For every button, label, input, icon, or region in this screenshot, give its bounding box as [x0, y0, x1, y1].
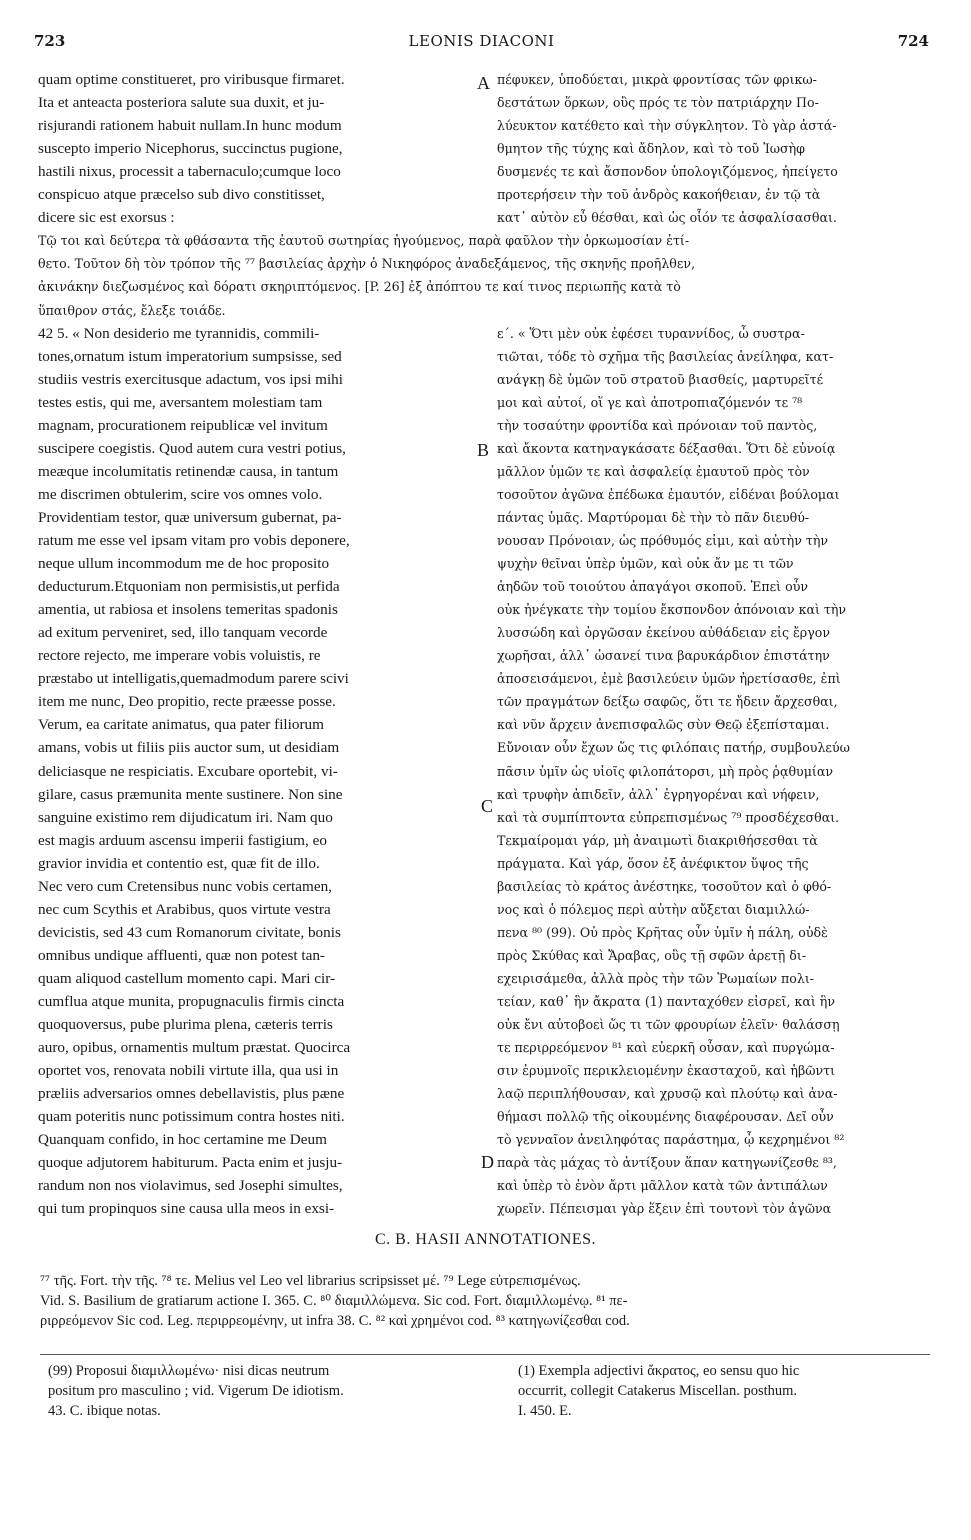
greek-line: οὐκ ἠνέγκατε τὴν τομίου ἔκσπονδον ἀπόνοιαν καὶ τὴν: [497, 602, 847, 618]
latin-line: neque ullum incommodum me de hoc proposito: [38, 555, 330, 573]
latin-line: conspicuo atque præcelso sub divo constitisset,: [38, 186, 325, 204]
greek-line: ψυχὴν θεῖναι ὑπὲρ ὑμῶν, καὶ οὐκ ἄν με τι τῶν: [497, 556, 794, 572]
annotation-line: Vid. S. Basilium de gratiarum actione I. 365. C. ⁸⁰ διαμιλλώμενα. Sic cod. Fort. διαμιλλωμένῳ. ⁸¹ πε-: [40, 1293, 628, 1309]
greek-line: ἀηδῶν τοῦ τοιούτου ἀπαγάγοι σκοποῦ. Ἐπεὶ οὖν: [497, 579, 809, 595]
greek-line: ἀποσεισάμενοι, ἐμὲ βασιλεύειν ὑμῶν ἠρετίσασθε, ἐπὶ: [497, 671, 841, 687]
latin-line: rectore rejecto, me imperare vobis voluistis, re: [38, 647, 321, 665]
footnote-right-line: (1) Exempla adjectivi ἄκρατος, eo sensu quo hic: [518, 1363, 800, 1379]
latin-line: omnibus undique affluenti, quæ non potest tan-: [38, 946, 325, 964]
annotation-line: ριρρεόμενον Sic cod. Leg. περιρρεομένην, ut infra 38. C. ⁸² καὶ χρημένοι cod. ⁸³ κατηγωνίζεσθαι cod.: [40, 1313, 630, 1329]
full-width-line: θετο. Τοῦτον δὴ τὸν τρόπον τῆς ⁷⁷ βασιλείας ἀρχὴν ὁ Νικηφόρος ἀναδεξάμενος, τῆς σκηνῆς προῆλθεν,: [38, 256, 696, 272]
latin-line: Providentiam testor, quæ universum gubernat, pa-: [38, 508, 342, 526]
latin-line: magnam, procurationem reipublicæ vel invitum: [38, 416, 328, 434]
greek-line: δεστάτων ὅρκων, οὓς πρός τε τὸν πατριάρχην Πο-: [497, 95, 819, 111]
margin-letter-c: C: [481, 796, 494, 816]
latin-line: testes estis, qui me, aversantem molestiam tam: [38, 393, 323, 411]
latin-line: Nec vero cum Cretensibus nunc vobis certamen,: [38, 877, 332, 895]
greek-line: νος καὶ ὁ πόλεμος περὶ αὐτὴν αὔξεται διαμιλλώ-: [497, 901, 810, 917]
latin-line: amans, vobis ut filiis piis auctor sum, ut desidiam: [38, 739, 340, 757]
greek-line: προτερήσειν τὴν τοῦ ἀνδρὸς κακοήθειαν, ἐν τῷ τὰ: [497, 187, 821, 203]
latin-line: quam poteritis nunc potissimum contra hostes niti.: [38, 1108, 345, 1126]
greek-line: μοι καὶ αὐτοί, οἵ γε καὶ ἀποτροπιαζόμενόν τε ⁷⁸: [497, 394, 803, 410]
latin-line: suscipere coegistis. Quod autem cura vestri potius,: [38, 439, 346, 457]
greek-line: μᾶλλον ὑμῶν τε καὶ ἀσφαλείᾳ ἐμαυτοῦ πρὸς τὸν: [497, 463, 810, 479]
latin-line: quam aliquod castellum momento capi. Mari cir-: [38, 969, 336, 987]
page-number-left: 723: [34, 32, 66, 50]
annotations-title: C. B. HASII ANNOTATIONES.: [375, 1231, 596, 1248]
latin-line: item me nunc, Deo propitio, recte præesse posse.: [38, 693, 336, 711]
latin-line: Quanquam confido, in hoc certamine me Deum: [38, 1131, 327, 1149]
latin-line: cumfluа atque munita, propugnaculis firmis cincta: [38, 993, 345, 1010]
latin-line: qui tum propinquos sine causa ulla meos in exsi-: [38, 1200, 335, 1218]
greek-line: πάντας ὑμᾶς. Μαρτύρομαι δὲ τὴν τὸ πᾶν διευθύ-: [497, 509, 810, 525]
greek-line: πράγματα. Καὶ γάρ, ὅσον ἐξ ἀνέφικτον ὕψος τῆς: [497, 855, 809, 871]
latin-line: deliciasque ne respiciatis. Excubare oportebit, vi-: [38, 762, 338, 780]
latin-line: Ita et anteacta posteriora salute sua duxit, et ju-: [38, 94, 325, 112]
latin-line: est magis arduum ascensu imperii fastigium, eo: [38, 831, 327, 849]
full-width-line: ἀκινάκην διεζωσμένος καὶ δόρατι σκηριπτόμενος. [P. 26] ἐξ ἀπόπτου τε καί τινος περιωπῆς κατὰ τὸ: [38, 279, 681, 295]
greek-line: εχειρισάμεθα, ἀλλὰ πρὸς τὴν τῶν Ῥωμαίων πολι-: [497, 970, 815, 986]
greek-line: ε΄. « Ὅτι μὲν οὐκ ἐφέσει τυραννίδος, ὦ συστρα-: [497, 325, 805, 341]
greek-line: θμητον τῆς τύχης καὶ ἄδηλον, καὶ τὸ τοῦ Ἰωσὴφ: [497, 141, 805, 157]
greek-line: παρὰ τὰς μάχας τὸ ἀντίξουν ἅπαν κατηγωνίζεσθε ⁸³,: [497, 1155, 837, 1171]
greek-line: βασιλείας τὸ κράτος ἀνέστηκε, τοσοῦτον καὶ ὁ φθό-: [497, 878, 832, 894]
greek-line: χωρῆσαι, ἀλλ᾽ ὡσανεί τινα βαρυκάρδιον ἐπιστάτην: [497, 648, 830, 664]
latin-line: quoquoversus, pube plurima plena, cæteris terris: [38, 1016, 333, 1034]
footnote-right-line: I. 450. E.: [518, 1403, 572, 1419]
annotation-line: ⁷⁷ τῆς. Fort. τὴν τῆς. ⁷⁸ τε. Melius vel Leo vel librarius scripsisset μέ. ⁷⁹ Lege εὐτρεπισμένως.: [40, 1273, 581, 1289]
greek-line: ανάγκῃ δὲ ὑμῶν τοῦ στρατοῦ βιασθείς, μαρτυρεῖτέ: [497, 371, 824, 387]
page-number-right: 724: [897, 32, 929, 50]
footnote-right-line: occurrit, collegit Catakerus Miscellan. posthum.: [518, 1383, 798, 1399]
running-title: LEONIS DIACONI: [408, 32, 555, 50]
latin-line: Verum, ea caritate animatus, qua pater filiorum: [38, 716, 324, 734]
greek-line: θήμασι πολλῷ τῆς οἰκουμένης διαφέρουσαν. Δεῖ οὖν: [497, 1109, 834, 1125]
latin-line: tones,ornatum istum imperatorium sumpsisse, sed: [38, 347, 342, 365]
greek-line: τοσοῦτον ἀγῶνα ἐπέδωκα ἐμαυτόν, εἰδέναι βούλομαι: [497, 486, 840, 502]
latin-line: præliis adversarios omnes debellavistis, plus pæne: [38, 1085, 345, 1103]
greek-line: καὶ τρυφὴν ἀπιδεῖν, ἀλλ᾽ ἐγρηγορέναι καὶ νήφειν,: [497, 786, 820, 802]
latin-line: ratum me esse vel ipsam vitam pro vobis deponere,: [38, 532, 350, 549]
latin-line: devicistis, sed 43 cum Romanorum civitate, bonis: [38, 923, 341, 941]
greek-line: πενα ⁸⁰ (99). Οὐ πρὸς Κρῆτας οὖν ὑμῖν ἡ πάλη, οὐδὲ: [497, 924, 828, 940]
greek-line: νουσαν Πρόνοιαν, ὡς πρόθυμός εἰμι, καὶ αὐτὴν τὴν: [497, 533, 829, 548]
greek-line: τε περιρρεόμενον ⁸¹ καὶ εὐερκῆ οὖσαν, καὶ πυργώμα-: [497, 1040, 835, 1056]
latin-line: ad exitum perveniret, sed, illo tanquam vecorde: [38, 624, 328, 642]
latin-line: suscepto imperio Nicephorus, succinctus pugione,: [38, 140, 343, 158]
margin-letter-a: A: [477, 73, 490, 93]
greek-line: Τεκμαίρομαι γάρ, μὴ ἀναιμωτὶ διακριθήσεσθαι τὰ: [497, 832, 818, 848]
greek-line: καὶ ἄκοντα κατηναγκάσατε δέξασθαι. Ὅτι δὲ εὐνοίᾳ: [497, 440, 836, 456]
latin-line: quam optime constitueret, pro viribusque firmaret.: [38, 71, 345, 88]
greek-line: λύευκτον κατέθετο καὶ τὴν σύγκλητον. Τὸ γὰρ ἀστά-: [497, 118, 837, 134]
greek-line: καὶ τὰ συμπίπτοντα εὐπρεπισμένως ⁷⁹ προσδέχεσθαι.: [497, 809, 840, 825]
latin-line: quoque adjutorem habiturum. Pacta enim et jusju-: [38, 1154, 343, 1172]
latin-line: hastili nixus, processit a tabernaculo;cumque loco: [38, 163, 341, 181]
footnote-left-line: (99) Proposui διαμιλλωμένω· nisi dicas neutrum: [48, 1363, 330, 1379]
greek-line: χωρεῖν. Πέπεισμαι γὰρ ἕξειν ἐπὶ τουτονὶ τὸν ἀγῶνα: [497, 1201, 832, 1217]
latin-line: dicere sic est exorsus :: [38, 209, 175, 227]
greek-line: πέφυκεν, ὑποδύεται, μικρὰ φροντίσας τῶν φρικω-: [497, 72, 817, 87]
footnote-divider: [40, 1354, 930, 1355]
latin-line: oportet vos, renovata nobili virtute illa, qua usi in: [38, 1062, 339, 1080]
greek-line: τιῶται, τόδε τὸ σχῆμα τῆς βασιλείας ἀνείληφα, κατ-: [497, 348, 834, 364]
latin-line: studiis vestris exercitusque adactum, vos ipsi mihi: [38, 370, 343, 388]
latin-line: randum non nos violavimus, sed Josephi simultes,: [38, 1177, 343, 1195]
greek-line: κατ᾽ αὐτὸν εὖ θέσθαι, καὶ ὡς οἷόν τε ἀσφαλίσασθαι.: [497, 210, 837, 226]
latin-line: gilare, casus præmunita mente sustinere. Non sine: [38, 785, 343, 803]
greek-line: τὸ γενναῖον ἀνειληφότας παράστημα, ᾧ κεχρημένοι ⁸²: [497, 1132, 845, 1148]
greek-line: δυσμενές τε καὶ ἄσπονδον ὑπολογιζόμενος, ἠπείγετο: [497, 164, 838, 180]
full-width-line: Τῷ τοι καὶ δεύτερα τὰ φθάσαντα τῆς ἑαυτοῦ σωτηρίας ἡγούμενος, παρὰ φαῦλον τὴν ὁρκωμοσίαν ἐτί-: [38, 233, 690, 249]
margin-letter-b: B: [477, 440, 490, 460]
latin-line: me discrimen obtulerim, scire vos omnes volo.: [38, 485, 323, 503]
greek-line: οὐκ ἔνι αὐτοβοεὶ ὥς τι τῶν φρουρίων ἑλεῖν· θαλάσσῃ: [497, 1017, 840, 1033]
footnote-left-line: positum pro masculino ; vid. Vigerum De idiotism.: [48, 1383, 344, 1399]
latin-line: auro, opibus, ornamentis multum præstat. Quocirca: [38, 1039, 351, 1057]
latin-line: risjurandi rationem habuit nullam.In hunc modum: [38, 117, 342, 135]
footnote-left-line: 43. C. ibique notas.: [48, 1403, 161, 1419]
greek-line: πρὸς Σκύθας καὶ Ἄραβας, οὓς τῇ σφῶν ἀρετῇ δι-: [497, 947, 807, 963]
latin-line: sanguine existimo rem dijudicatum iri. Nam quo: [38, 808, 333, 826]
greek-line: σιν ἐρυμνοῖς περικλειομένην ἑκασταχοῦ, καὶ ἡβῶντι: [497, 1063, 836, 1079]
greek-line: τὴν τοσαύτην φροντίδα καὶ πρόνοιαν τοῦ παντὸς,: [497, 417, 818, 433]
latin-line: amentia, ut rabiosa et insolens temeritas spadonis: [38, 601, 338, 619]
latin-line: gravior invidia et contentio est, quæ fit de illo.: [38, 854, 320, 872]
greek-line: λυσσώδη καὶ ὀργῶσαν ἐκείνου αὐθάδειαν εἰς ἔργον: [497, 625, 830, 641]
greek-line: καὶ ὑπὲρ τὸ ἐνὸν ἄρτι μᾶλλον κατὰ τῶν ἀντιπάλων: [497, 1178, 828, 1194]
greek-line: τείαν, καθ᾽ ἣν ἄκρατα (1) πανταχόθεν εἰσρεῖ, καὶ ἣν: [497, 994, 835, 1009]
latin-line: nec cum Scythis et Arabibus, quos virtute vestra: [38, 900, 331, 918]
latin-line: 42 5. « Non desiderio me tyrannidis, commili-: [38, 324, 320, 342]
latin-line: meæque incolumitatis retinendæ causa, in tantum: [38, 462, 339, 480]
greek-line: λαῷ περιπλήθουσαν, καὶ χρυσῷ καὶ πλούτῳ καὶ ἀνα-: [497, 1086, 838, 1102]
margin-letter-d: D: [481, 1152, 494, 1172]
greek-line: τῶν πραγμάτων δείξω σαφῶς, ὅτι τε ἤδειν ἄρχεσθαι,: [497, 694, 838, 710]
greek-line: Εὔνοιαν οὖν ἔχων ὥς τις φιλόπαις πατήρ, συμβουλεύω: [497, 740, 850, 756]
greek-line: καὶ νῦν ἄρχειν ἀνεπισφαλῶς σὺν Θεῷ ἐξεπίσταμαι.: [497, 717, 830, 733]
latin-line: deducturum.Etquoniam non permisistis,ut perfida: [38, 578, 340, 596]
full-width-line: ὕπαιθρον στάς, ἔλεξε τοιάδε.: [38, 302, 226, 318]
greek-line: πᾶσιν ὑμῖν ὡς υἱοῖς φιλοπάτορσι, μὴ πρὸς ῥᾳθυμίαν: [497, 763, 833, 779]
page-header: [34, 32, 929, 58]
latin-line: præstabo ut intelligatis,quemadmodum parere scivi: [38, 670, 349, 688]
